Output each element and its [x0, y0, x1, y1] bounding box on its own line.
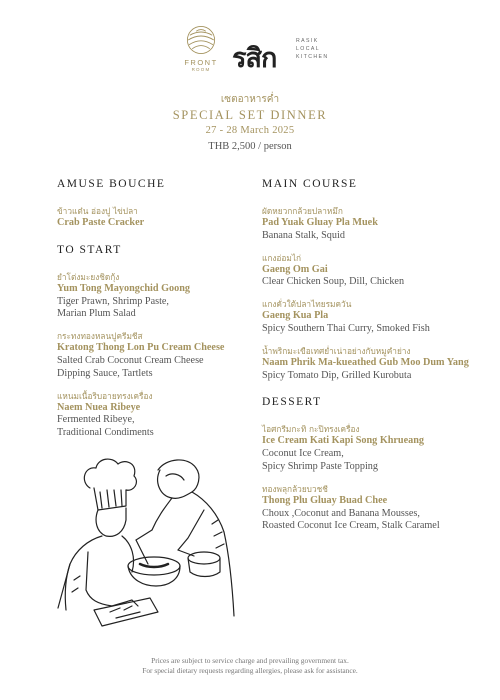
dish-description: Spicy Southern Thai Curry, Smoked Fish: [262, 322, 430, 334]
section-title: MAIN COURSE: [262, 178, 358, 190]
front-room-emblem-icon: [185, 24, 217, 56]
section-title: TO START: [57, 243, 122, 256]
section-title: DESSERT: [262, 396, 322, 409]
menu-item: [57, 390, 257, 440]
rasik-subtitle: [296, 37, 329, 61]
front-room-sub: ROOM: [191, 67, 211, 72]
dish-name: Kratong Thong Lon Pu Cream Cheese: [57, 342, 225, 354]
rasik-logo: รสิก: [232, 43, 277, 74]
dish-name: Naam Phrik Ma-kueathed Gub Moo Dum Yang: [262, 356, 469, 368]
dish-name: Yum Tong Mayongchid Goong: [57, 282, 190, 294]
dish-description: Spicy Tomato Dip, Grilled Kurobuta: [262, 369, 412, 381]
dish-name: Crab Paste Cracker: [57, 217, 145, 228]
dish-name: Ice Cream Kati Kapi Song Khrueang: [262, 435, 424, 447]
thai-title: เซตอาหารค่ำ: [220, 94, 280, 105]
menu-item: [262, 252, 494, 290]
dish-description: Coconut Ice Cream, Spicy Shrimp Paste Topping: [262, 448, 378, 472]
dish-description: Choux ,Coconut and Banana Mousses, Roasted Coconut Ice Cream, Stalk Caramel: [262, 507, 440, 532]
menu-item: [262, 298, 494, 336]
dish-thai-name: แกงอ่อมไก่: [262, 252, 302, 263]
left-menu-column: [57, 178, 257, 449]
dish-thai-name: ข้าวแต๋น อ่องปู ไข่ปลา: [57, 206, 138, 216]
menu-title: SPECIAL SET DINNER: [172, 108, 328, 122]
dish-description: Salted Crab Coconut Cream Cheese Dipping Sauce, Tartlets: [57, 354, 204, 379]
menu-item: [262, 345, 494, 383]
footer-note-tax: Prices are subject to service charge and prevailing government tax.: [151, 656, 349, 665]
dish-name: Gaeng Om Gai: [262, 263, 328, 275]
dish-thai-name: แหนมเนื้อริบอายทรงเครื่อง: [57, 390, 153, 401]
chefs-illustration: [28, 440, 248, 630]
menu-item: [57, 330, 257, 380]
section-title: AMUSE BOUCHE: [57, 178, 166, 190]
dish-description: Clear Chicken Soup, Dill, Chicken: [262, 276, 405, 288]
menu-price: THB 2,500 / person: [208, 141, 292, 152]
dish-name: Pad Yuak Gluay Pla Muek: [262, 217, 378, 228]
rasik-sub-line: RASIK: [296, 38, 319, 44]
front-room-logo: [176, 24, 226, 72]
menu-item: [262, 205, 494, 243]
right-menu-column: [262, 178, 494, 542]
dish-thai-name: น้ำพริกมะเขือเทศย่ำเน่าอย่างกับหมูคำย่าง: [262, 345, 411, 356]
dish-name: Gaeng Kua Pla: [262, 310, 329, 322]
front-room-name: FRONT: [184, 58, 218, 67]
menu-item: [57, 271, 257, 321]
dish-thai-name: ยำโต่งมะยงชิดกุ้ง: [57, 271, 120, 282]
menu-item: [57, 205, 257, 230]
rasik-sub-line: KITCHEN: [296, 54, 329, 60]
menu-item: [262, 483, 494, 533]
dish-description: Fermented Ribeye, Traditional Condiments: [57, 414, 154, 439]
dish-name: Thong Plu Gluay Buad Chee: [262, 494, 388, 506]
dish-name: Naem Nuea Ribeye: [57, 401, 141, 413]
dish-thai-name: ไอศกรีมกะทิ กะปิทรงเครื่อง: [262, 424, 360, 435]
menu-item: [262, 423, 494, 473]
dish-thai-name: ทองพลุกล้วยบวชชี: [262, 483, 328, 494]
menu-dates: 27 - 28 March 2025: [205, 125, 295, 136]
dish-thai-name: ผัดหยวกกล้วยปลาหมึก: [262, 206, 343, 216]
dish-description: Tiger Prawn, Shrimp Paste, Marian Plum Salad: [57, 295, 169, 320]
dish-thai-name: แกงคั่วใต้ปลาไทยรมควัน: [262, 299, 352, 310]
rasik-sub-line: LOCAL: [296, 46, 321, 52]
dish-thai-name: กระทงทองหลนปูครีมชีส: [57, 331, 143, 342]
footer-note-allergies: For special dietary requests regarding allergies, please ask for assistance.: [142, 666, 358, 675]
dish-description: Banana Stalk, Squid: [262, 229, 345, 241]
